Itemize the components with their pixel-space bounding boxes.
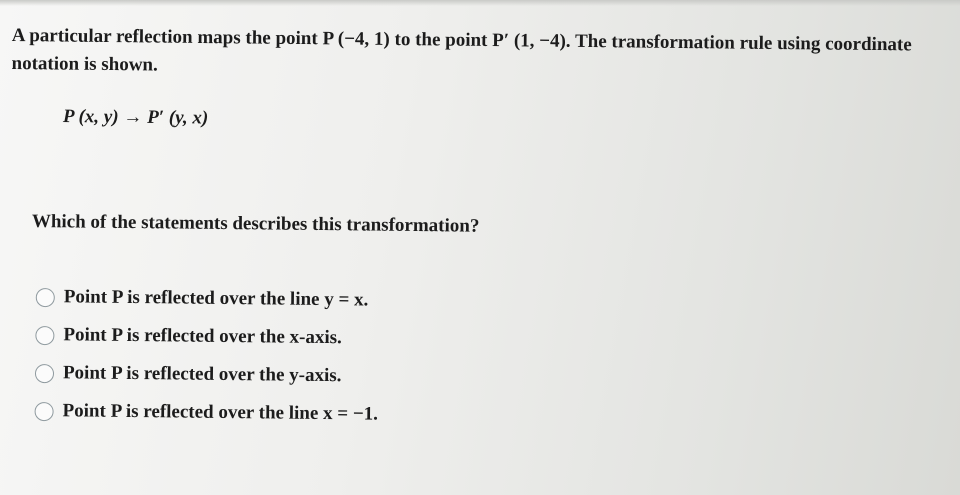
answer-choices xyxy=(34,278,379,434)
radio-button-icon[interactable] xyxy=(35,363,54,382)
answer-choice-2[interactable] xyxy=(35,316,379,358)
answer-choice-label: Point P is reflected over the y-axis. xyxy=(62,362,342,387)
answer-choice-3[interactable] xyxy=(35,354,379,396)
screen-top-edge xyxy=(0,0,960,6)
transformation-rule: P (x, y) → P′ (y, x) xyxy=(62,106,209,129)
radio-button-icon[interactable] xyxy=(35,325,54,344)
question-text xyxy=(11,22,942,88)
answer-choice-label: Point P is reflected over the line x = −1. xyxy=(62,400,379,425)
radio-button-icon[interactable] xyxy=(35,401,54,420)
question-line-2: notation is shown. xyxy=(11,52,158,76)
answer-choice-1[interactable] xyxy=(36,278,380,320)
radio-button-icon[interactable] xyxy=(36,287,55,306)
answer-choice-label: Point P is reflected over the line y = x. xyxy=(63,286,369,311)
question-line-1: A particular reflection maps the point P (−4, 1) to the point P′ (1, −4). The transformation rule using coordinate xyxy=(11,24,912,56)
question-prompt: Which of the statements describes this transformation? xyxy=(31,211,480,237)
answer-choice-4[interactable] xyxy=(34,392,378,434)
answer-choice-label: Point P is reflected over the x-axis. xyxy=(63,324,342,349)
